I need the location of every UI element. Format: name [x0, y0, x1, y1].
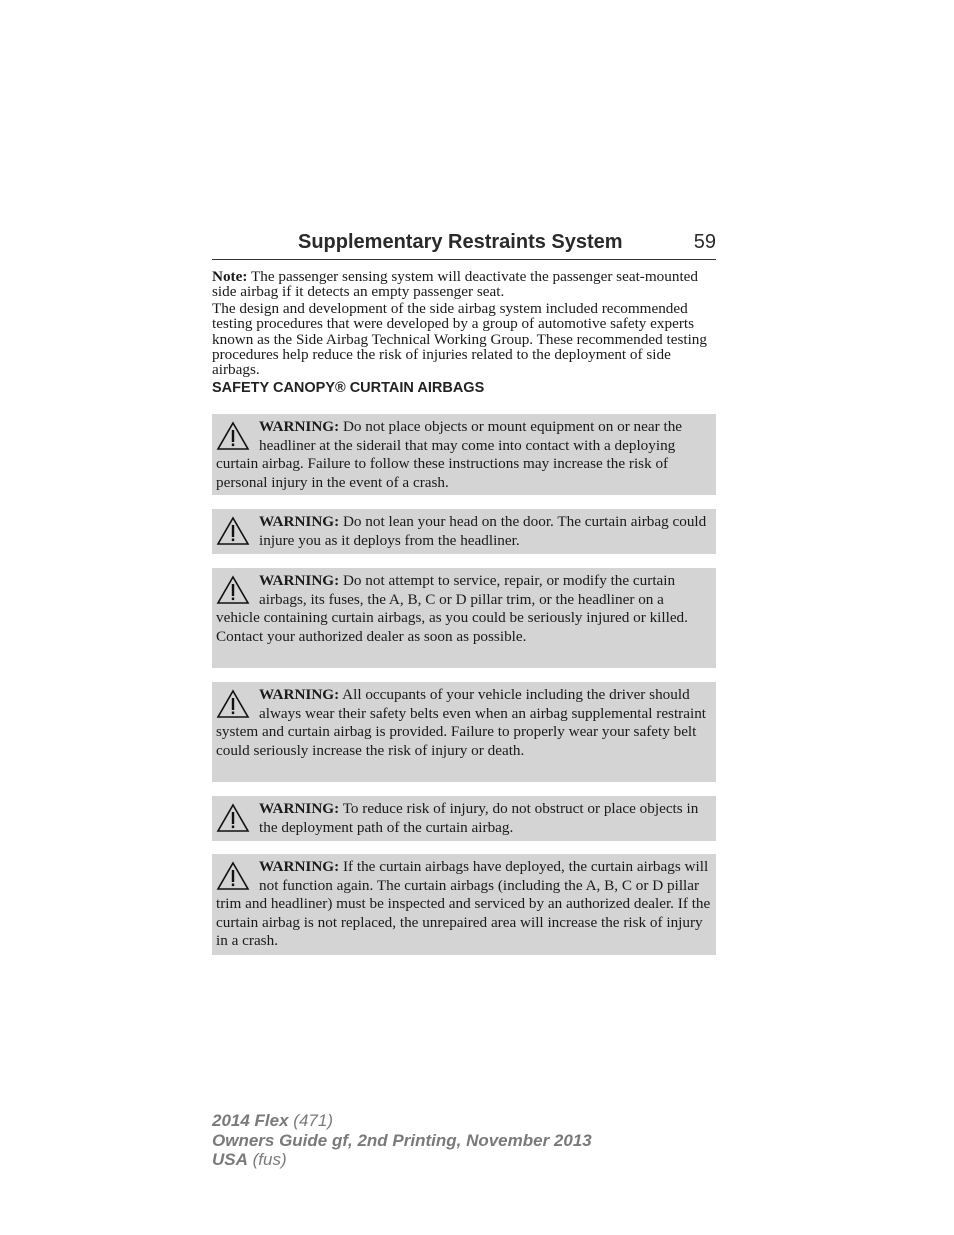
note-text: The passenger sensing system will deactivate the passenger seat-mounted side airbag if it detects an empty passenger seat.	[212, 268, 699, 301]
warning-triangle-icon	[216, 516, 250, 546]
warning-label: WARNING:	[259, 572, 340, 589]
warning-box	[212, 796, 716, 841]
note-label: Note:	[212, 268, 248, 285]
page-footer	[212, 1111, 592, 1170]
warning-box	[212, 414, 716, 495]
warning-label: WARNING:	[259, 800, 340, 817]
warning-label: WARNING:	[259, 686, 340, 703]
warning-box	[212, 682, 716, 782]
warning-label: WARNING:	[259, 513, 340, 530]
warning-box	[212, 854, 716, 955]
warning-label: WARNING:	[259, 418, 340, 435]
warning-text: If the curtain airbags have deployed, the curtain airbags will not function again. The curtain airbags (including the A, B, C or D pillar trim and headliner) must be inspected and serviced by an authorized dealer. If the curtain airbag is not replaced, the unrepaired area will increase the risk of injury in a crash.	[216, 858, 711, 950]
footer-model-code: (471)	[293, 1111, 333, 1130]
warning-text: All occupants of your vehicle including the driver should always wear their safety belts even when an airbag supplemental restraint system and curtain airbag is provided. Failure to properly wear your safety belt could seriously increase the risk of injury or death.	[216, 686, 707, 759]
warning-triangle-icon	[216, 421, 250, 451]
footer-region-code: (fus)	[252, 1150, 287, 1169]
note-paragraph	[212, 269, 716, 300]
warning-triangle-icon	[216, 575, 250, 605]
warning-triangle-icon	[216, 803, 250, 833]
footer-guide: Owners Guide gf, 2nd Printing, November 2013	[212, 1130, 592, 1150]
warning-text: To reduce risk of injury, do not obstruct or place objects in the deployment path of the curtain airbag.	[259, 800, 699, 836]
side-airbag-paragraph: The design and development of the side airbag system included recommended testing procedures that were developed by a group of automotive safety experts known as the Side Airbag Technical Working Group. These recommended testing procedures help reduce the risk of injuries related to the deployment of side airbags.	[212, 300, 707, 379]
warning-label: WARNING:	[259, 858, 340, 875]
page-header	[212, 230, 716, 260]
warning-triangle-icon	[216, 861, 250, 891]
warning-box	[212, 568, 716, 668]
page-number: 59	[693, 231, 716, 253]
warning-text: Do not lean your head on the door. The curtain airbag could injure you as it deploys from the headliner.	[259, 513, 707, 549]
footer-region: USA	[212, 1150, 248, 1169]
warning-box	[212, 509, 716, 554]
warning-text: Do not attempt to service, repair, or modify the curtain airbags, its fuses, the A, B, C or D pillar trim, or the headliner on a vehicle containing curtain airbags, as you could be seriously injured or killed. Contact your authorized dealer as soon as possible.	[216, 572, 688, 645]
warning-triangle-icon	[216, 689, 250, 719]
footer-model: 2014 Flex	[212, 1111, 289, 1130]
section-heading: SAFETY CANOPY® CURTAIN AIRBAGS	[212, 380, 485, 396]
page-title: Supplementary Restraints System	[298, 231, 623, 253]
warning-text: Do not place objects or mount equipment on or near the headliner at the siderail that may come into contact with a deploying curtain airbag. Failure to follow these instructions may increase the risk of personal injury in the event of a crash.	[216, 418, 683, 491]
